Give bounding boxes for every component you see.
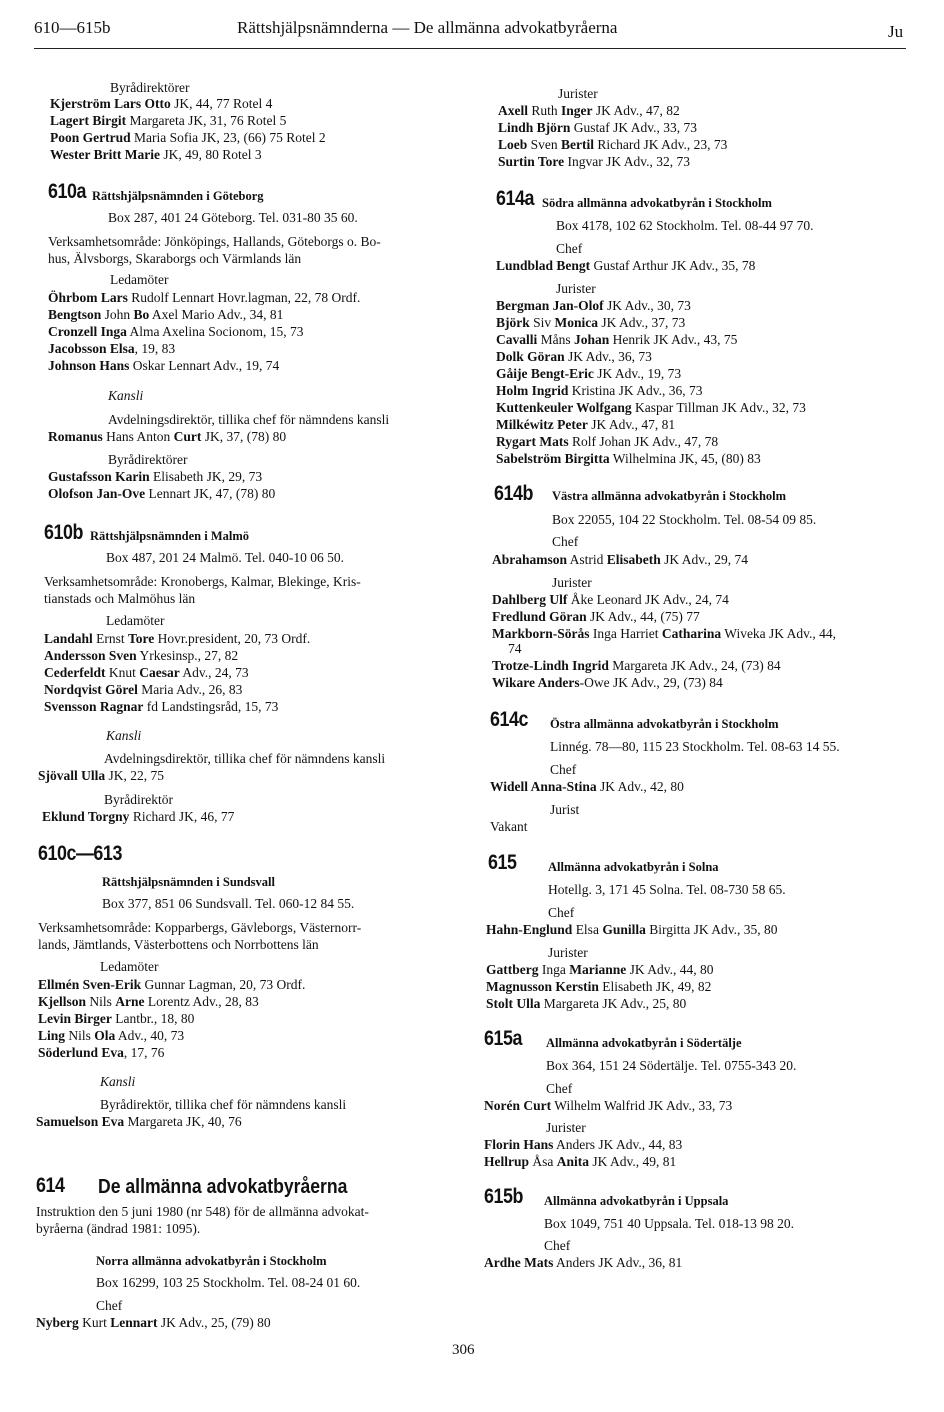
section-title-614b: Västra allmänna advokatbyrån i Stockholm <box>552 489 787 503</box>
person-entry: Öhrbom Lars Rudolf Lennart Hovr.lagman, 22, 78 Ordf. <box>48 290 361 305</box>
person-entry: Holm Ingrid Kristina JK Adv., 36, 73 <box>496 383 703 398</box>
area-text: Verksamhetsområde: Jönköpings, Hallands, Göteborgs o. Bo- <box>48 234 381 249</box>
heading-chef: Chef <box>96 1298 123 1313</box>
heading-byradirektorer: Byrådirektörer <box>108 452 188 467</box>
person-entry: Dolk Göran JK Adv., 36, 73 <box>496 349 652 364</box>
section-code-614: 614 <box>36 1174 65 1197</box>
heading-jurister: Jurister <box>556 281 596 296</box>
heading-kansli: Kansli <box>106 728 142 743</box>
address: Box 22055, 104 22 Stockholm. Tel. 08-54 09 85. <box>552 512 817 527</box>
section-code-614a: 614a <box>496 187 535 210</box>
person-entry: Trotze-Lindh Ingrid Margareta JK Adv., 24, (73) 84 <box>492 658 781 673</box>
section-code-614b: 614b <box>494 482 533 505</box>
area-text: Verksamhetsområde: Kronobergs, Kalmar, Blekinge, Kris- <box>44 574 361 589</box>
person-entry: Ardhe Mats Anders JK Adv., 36, 81 <box>484 1255 683 1270</box>
person-entry: Sabelström Birgitta Wilhelmina JK, 45, (80) 83 <box>496 451 761 466</box>
address: Box 364, 151 24 Södertälje. Tel. 0755-343 20. <box>546 1058 797 1073</box>
header-rule <box>34 48 906 49</box>
person-entry: Poon Gertrud Maria Sofia JK, 23, (66) 75 Rotel 2 <box>50 130 326 145</box>
person-entry: Cederfeldt Knut Caesar Adv., 24, 73 <box>44 665 249 680</box>
person-entry: Söderlund Eva, 17, 76 <box>38 1045 165 1060</box>
person-entry: Nordqvist Görel Maria Adv., 26, 83 <box>44 682 243 697</box>
person-entry: Lagert Birgit Margareta JK, 31, 76 Rotel 5 <box>50 113 287 128</box>
role-text: Byrådirektör, tillika chef för nämndens kansli <box>100 1097 347 1112</box>
section-code-615b: 615b <box>484 1185 523 1208</box>
person-entry: Svensson Ragnar fd Landstingsråd, 15, 73 <box>44 699 279 714</box>
page-range: 610—615b <box>34 18 111 37</box>
person-entry-continuation: 74 <box>508 641 522 656</box>
heading-jurist: Jurist <box>550 802 580 817</box>
person-entry: Gustafsson Karin Elisabeth JK, 29, 73 <box>48 469 263 484</box>
person-entry: Loeb Sven Bertil Richard JK Adv., 23, 73 <box>498 137 728 152</box>
heading-chef: Chef <box>550 762 577 777</box>
person-entry: Rygart Mats Rolf Johan JK Adv., 47, 78 <box>496 434 719 449</box>
person-entry: Gåije Bengt-Eric JK Adv., 19, 73 <box>496 366 682 381</box>
instruction-text: Instruktion den 5 juni 1980 (nr 548) för de allmänna advokat- <box>36 1204 369 1219</box>
person-entry: Surtin Tore Ingvar JK Adv., 32, 73 <box>498 154 691 169</box>
person-entry: Milkéwitz Peter JK Adv., 47, 81 <box>496 417 676 432</box>
person-entry: Markborn-Sörås Inga Harriet Catharina Wiveka JK Adv., 44, <box>492 626 837 641</box>
section-code-610a: 610a <box>48 180 87 203</box>
section-title-615a: Allmänna advokatbyrån i Södertälje <box>546 1036 742 1050</box>
heading-ledamoter: Ledamöter <box>110 272 169 287</box>
person-entry: Cavalli Måns Johan Henrik JK Adv., 43, 75 <box>496 332 738 347</box>
section-title-610b: Rättshjälpsnämnden i Malmö <box>90 529 250 543</box>
role-text: Avdelningsdirektör, tillika chef för nämndens kansli <box>108 412 390 427</box>
person-entry: Andersson Sven Yrkesinsp., 27, 82 <box>44 648 239 663</box>
address: Linnég. 78—80, 115 23 Stockholm. Tel. 08-63 14 55. <box>550 739 840 754</box>
section-tag: Ju <box>888 22 904 41</box>
person-entry: Widell Anna-Stina JK Adv., 42, 80 <box>490 779 684 794</box>
person-entry: Nyberg Kurt Lennart JK Adv., 25, (79) 80 <box>36 1315 271 1330</box>
person-entry: Magnusson Kerstin Elisabeth JK, 49, 82 <box>486 979 712 994</box>
person-entry: Johnson Hans Oskar Lennart Adv., 19, 74 <box>48 358 280 373</box>
section-code-610b: 610b <box>44 521 83 544</box>
role-text: Avdelningsdirektör, tillika chef för nämndens kansli <box>104 751 386 766</box>
person-entry: Ellmén Sven-Erik Gunnar Lagman, 20, 73 Ordf. <box>38 977 306 992</box>
area-text: hus, Älvsborgs, Skaraborgs och Värmlands län <box>48 251 302 266</box>
person-entry: Romanus Hans Anton Curt JK, 37, (78) 80 <box>48 429 287 444</box>
heading-chef: Chef <box>544 1238 571 1253</box>
section-code-615a: 615a <box>484 1027 523 1050</box>
person-entry: Bengtson John Bo Axel Mario Adv., 34, 81 <box>48 307 284 322</box>
section-title-614c: Östra allmänna advokatbyrån i Stockholm <box>550 717 779 731</box>
heading-byradirektor: Byrådirektör <box>104 792 173 807</box>
heading-byradirektorer: Byrådirektörer <box>110 80 190 95</box>
person-entry: Bergman Jan-Olof JK Adv., 30, 73 <box>496 298 691 313</box>
heading-ledamoter: Ledamöter <box>100 959 159 974</box>
address: Box 377, 851 06 Sundsvall. Tel. 060-12 84 55. <box>102 896 355 911</box>
heading-chef: Chef <box>556 241 583 256</box>
person-entry: Abrahamson Astrid Elisabeth JK Adv., 29, 74 <box>492 552 749 567</box>
running-title: Rättshjälpsnämnderna — De allmänna advokatbyråerna <box>237 18 618 37</box>
address: Box 4178, 102 62 Stockholm. Tel. 08-44 97 70. <box>556 218 814 233</box>
person-entry: Samuelson Eva Margareta JK, 40, 76 <box>36 1114 242 1129</box>
address: Box 16299, 103 25 Stockholm. Tel. 08-24 01 60. <box>96 1275 361 1290</box>
person-entry: Sjövall Ulla JK, 22, 75 <box>38 768 165 783</box>
address: Box 287, 401 24 Göteborg. Tel. 031-80 35 60. <box>108 210 358 225</box>
subsection-title-norra: Norra allmänna advokatbyrån i Stockholm <box>96 1254 327 1268</box>
area-text: lands, Jämtlands, Västerbottens och Norrbottens län <box>38 937 319 952</box>
heading-jurister: Jurister <box>552 575 592 590</box>
person-entry: Norén Curt Wilhelm Walfrid JK Adv., 33, 73 <box>484 1098 733 1113</box>
page-number: 306 <box>452 1342 475 1358</box>
person-entry: Jacobsson Elsa, 19, 83 <box>48 341 176 356</box>
person-entry: Ling Nils Ola Adv., 40, 73 <box>38 1028 185 1043</box>
person-entry: Stolt Ulla Margareta JK Adv., 25, 80 <box>486 996 687 1011</box>
heading-jurister: Jurister <box>546 1120 586 1135</box>
person-entry: Kuttenkeuler Wolfgang Kaspar Tillman JK Adv., 32, 73 <box>496 400 806 415</box>
person-entry: Kjerström Lars Otto JK, 44, 77 Rotel 4 <box>50 96 273 111</box>
person-entry: Axell Ruth Inger JK Adv., 47, 82 <box>498 103 680 118</box>
section-code-614c: 614c <box>490 708 529 731</box>
person-entry: Lundblad Bengt Gustaf Arthur JK Adv., 35, 78 <box>496 258 756 273</box>
section-code-615: 615 <box>488 851 517 874</box>
person-entry: Hahn-Englund Elsa Gunilla Birgitta JK Adv., 35, 80 <box>486 922 778 937</box>
person-entry: Levin Birger Lantbr., 18, 80 <box>38 1011 195 1026</box>
address: Hotellg. 3, 171 45 Solna. Tel. 08-730 58 65. <box>548 882 786 897</box>
person-entry: Eklund Torgny Richard JK, 46, 77 <box>42 809 235 824</box>
area-text: Verksamhetsområde: Kopparbergs, Gävleborgs, Västernorr- <box>38 920 362 935</box>
address: Box 1049, 751 40 Uppsala. Tel. 018-13 98 20. <box>544 1216 795 1231</box>
area-text: tianstads och Malmöhus län <box>44 591 196 606</box>
heading-kansli: Kansli <box>100 1074 136 1089</box>
section-title-610a: Rättshjälpsnämnden i Göteborg <box>92 189 264 203</box>
person-entry: Fredlund Göran JK Adv., 44, (75) 77 <box>492 609 700 624</box>
person-entry: Kjellson Nils Arne Lorentz Adv., 28, 83 <box>38 994 259 1009</box>
address: Box 487, 201 24 Malmö. Tel. 040-10 06 50. <box>106 550 345 565</box>
section-title-614: De allmänna advokatbyråerna <box>98 1176 348 1198</box>
heading-chef: Chef <box>552 534 579 549</box>
section-title-615b: Allmänna advokatbyrån i Uppsala <box>544 1194 729 1208</box>
section-code-610c-613: 610c—613 <box>38 842 122 865</box>
heading-jurister: Jurister <box>548 945 588 960</box>
person-entry: Gattberg Inga Marianne JK Adv., 44, 80 <box>486 962 714 977</box>
heading-kansli: Kansli <box>108 388 144 403</box>
vacant-entry: Vakant <box>490 819 528 834</box>
person-entry: Wikare Anders-Owe JK Adv., 29, (73) 84 <box>492 675 723 690</box>
person-entry: Olofson Jan-Ove Lennart JK, 47, (78) 80 <box>48 486 276 501</box>
person-entry: Hellrup Åsa Anita JK Adv., 49, 81 <box>484 1154 677 1169</box>
heading-chef: Chef <box>546 1081 573 1096</box>
section-title-615: Allmänna advokatbyrån i Solna <box>548 860 719 874</box>
person-entry: Dahlberg Ulf Åke Leonard JK Adv., 24, 74 <box>492 592 729 607</box>
person-entry: Landahl Ernst Tore Hovr.president, 20, 73 Ordf. <box>44 631 311 646</box>
person-entry: Björk Siv Monica JK Adv., 37, 73 <box>496 315 686 330</box>
instruction-text: byråerna (ändrad 1981: 1095). <box>36 1221 201 1236</box>
section-title-614a: Södra allmänna advokatbyrån i Stockholm <box>542 196 772 210</box>
person-entry: Cronzell Inga Alma Axelina Socionom, 15, 73 <box>48 324 304 339</box>
heading-jurister: Jurister <box>558 86 598 101</box>
person-entry: Lindh Björn Gustaf JK Adv., 33, 73 <box>498 120 698 135</box>
heading-chef: Chef <box>548 905 575 920</box>
section-title-610c: Rättshjälpsnämnden i Sundsvall <box>102 875 275 889</box>
heading-ledamoter: Ledamöter <box>106 613 165 628</box>
person-entry: Wester Britt Marie JK, 49, 80 Rotel 3 <box>50 147 262 162</box>
person-entry: Florin Hans Anders JK Adv., 44, 83 <box>484 1137 683 1152</box>
